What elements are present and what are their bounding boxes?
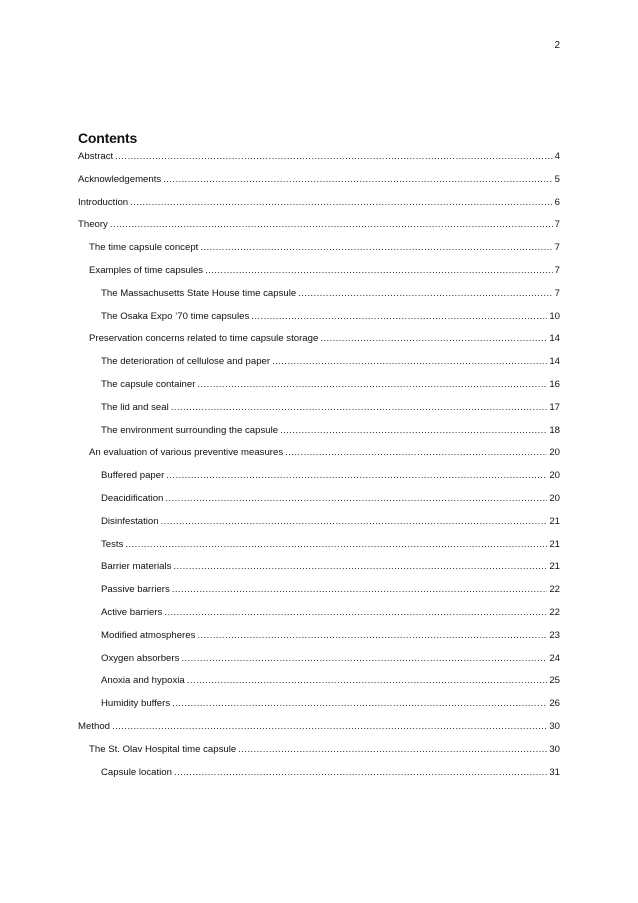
toc-entry-label: Acknowledgements — [78, 173, 162, 185]
toc-dot-leader — [164, 606, 547, 620]
toc-entry-page: 4 — [554, 151, 560, 162]
toc-entry-label: The lid and seal — [101, 401, 169, 413]
toc-dot-leader — [205, 264, 553, 278]
toc-entry-page: 24 — [549, 652, 560, 664]
toc-entry-page: 31 — [549, 766, 560, 778]
toc-dot-leader — [238, 743, 547, 757]
toc-entry[interactable] — [78, 469, 560, 492]
toc-entry[interactable] — [78, 264, 560, 287]
toc-entry-page: 7 — [554, 219, 560, 231]
toc-entry-label: The deterioration of cellulose and paper — [101, 356, 271, 368]
toc-entry[interactable] — [78, 401, 560, 424]
toc-entry-label: The environment surrounding the capsule — [101, 424, 279, 436]
toc-dot-leader — [163, 173, 552, 187]
toc-entry-page: 16 — [549, 378, 560, 390]
toc-entry-label: Tests — [101, 538, 124, 550]
toc-dot-leader — [251, 310, 547, 324]
toc-dot-leader — [280, 424, 547, 438]
toc-entry-page: 10 — [549, 310, 560, 322]
toc-entry[interactable] — [78, 720, 560, 743]
toc-entry[interactable] — [78, 287, 560, 310]
toc-list — [78, 150, 560, 788]
table-of-contents — [78, 130, 560, 788]
toc-dot-leader — [115, 150, 552, 164]
toc-entry[interactable] — [78, 196, 560, 219]
toc-entry[interactable] — [78, 332, 560, 355]
toc-entry[interactable] — [78, 560, 560, 583]
toc-entry-label: The capsule container — [101, 378, 196, 390]
toc-entry[interactable] — [78, 515, 560, 538]
toc-entry-label: Anoxia and hypoxia — [101, 675, 185, 687]
toc-entry-label: Method — [78, 720, 110, 732]
toc-entry-label: Abstract — [78, 151, 114, 162]
toc-entry-label: Modified atmospheres — [101, 629, 196, 641]
toc-entry-page: 14 — [549, 356, 560, 368]
toc-entry[interactable] — [78, 446, 560, 469]
toc-entry-label: Introduction — [78, 196, 129, 208]
toc-entry-label: The Massachusetts State House time capsule — [101, 287, 297, 299]
toc-dot-leader — [166, 469, 547, 483]
toc-entry-page: 20 — [549, 447, 560, 459]
toc-entry[interactable] — [78, 743, 560, 766]
toc-entry-page: 23 — [549, 629, 560, 641]
toc-entry-page: 21 — [549, 538, 560, 550]
toc-entry-page: 21 — [549, 515, 560, 527]
toc-dot-leader — [110, 218, 553, 232]
toc-entry[interactable] — [78, 538, 560, 561]
toc-entry[interactable] — [78, 629, 560, 652]
toc-entry-page: 6 — [554, 196, 560, 208]
toc-entry-label: An evaluation of various preventive measures — [89, 447, 284, 459]
toc-entry[interactable] — [78, 355, 560, 378]
toc-dot-leader — [161, 515, 548, 529]
toc-entry[interactable] — [78, 492, 560, 515]
toc-entry-label: Passive barriers — [101, 584, 170, 596]
toc-entry[interactable] — [78, 424, 560, 447]
toc-entry-label: Disinfestation — [101, 515, 159, 527]
toc-entry-label: The Osaka Expo ’70 time capsules — [101, 310, 250, 322]
toc-entry[interactable] — [78, 241, 560, 264]
toc-entry-label: Deacidification — [101, 492, 164, 504]
toc-entry[interactable] — [78, 310, 560, 333]
toc-dot-leader — [173, 560, 547, 574]
toc-dot-leader — [272, 355, 547, 369]
toc-entry-label: Barrier materials — [101, 561, 172, 573]
toc-entry-page: 7 — [554, 242, 560, 254]
toc-dot-leader — [181, 652, 547, 666]
toc-dot-leader — [165, 492, 547, 506]
toc-dot-leader — [125, 538, 547, 552]
toc-dot-leader — [298, 287, 552, 301]
toc-entry[interactable] — [78, 218, 560, 241]
toc-entry-page: 22 — [549, 584, 560, 596]
toc-entry[interactable] — [78, 150, 560, 173]
toc-dot-leader — [200, 241, 552, 255]
toc-entry-label: Buffered paper — [101, 470, 165, 482]
toc-dot-leader — [320, 332, 547, 346]
toc-title: Contents — [78, 130, 138, 146]
toc-entry[interactable] — [78, 173, 560, 196]
toc-dot-leader — [172, 583, 548, 597]
toc-entry-page: 20 — [549, 470, 560, 482]
toc-entry[interactable] — [78, 697, 560, 720]
toc-entry-label: The time capsule concept — [89, 242, 199, 254]
toc-entry[interactable] — [78, 606, 560, 629]
toc-dot-leader — [187, 674, 548, 688]
toc-entry[interactable] — [78, 766, 560, 789]
toc-entry[interactable] — [78, 652, 560, 675]
toc-entry-label: Capsule location — [101, 766, 172, 778]
toc-dot-leader — [171, 401, 548, 415]
toc-dot-leader — [112, 720, 547, 734]
toc-entry-page: 21 — [549, 561, 560, 573]
toc-entry-page: 20 — [549, 492, 560, 504]
toc-dot-leader — [172, 697, 547, 711]
toc-entry[interactable] — [78, 378, 560, 401]
toc-entry-label: Oxygen absorbers — [101, 652, 180, 664]
toc-entry-page: 7 — [554, 287, 560, 299]
toc-entry-page: 17 — [549, 401, 560, 413]
toc-entry-page: 30 — [549, 743, 560, 755]
toc-entry-page: 26 — [549, 698, 560, 710]
toc-entry-label: Preservation concerns related to time capsule storage — [89, 333, 319, 345]
toc-entry-label: Theory — [78, 219, 108, 231]
toc-entry-page: 30 — [549, 720, 560, 732]
toc-entry-page: 14 — [549, 333, 560, 345]
toc-dot-leader — [285, 446, 547, 460]
toc-entry[interactable] — [78, 674, 560, 697]
toc-entry-page: 22 — [549, 606, 560, 618]
toc-entry-label: Examples of time capsules — [89, 264, 204, 276]
toc-dot-leader — [197, 629, 547, 643]
toc-entry-page: 7 — [554, 264, 560, 276]
toc-dot-leader — [197, 378, 547, 392]
toc-entry-page: 5 — [554, 173, 560, 185]
toc-entry-label: Humidity buffers — [101, 698, 171, 710]
toc-entry[interactable] — [78, 583, 560, 606]
toc-entry-label: Active barriers — [101, 606, 163, 618]
toc-entry-page: 18 — [549, 424, 560, 436]
toc-entry-page: 25 — [549, 675, 560, 687]
page-number: 2 — [554, 40, 560, 51]
toc-entry-label: The St. Olav Hospital time capsule — [89, 743, 237, 755]
toc-dot-leader — [130, 196, 553, 210]
toc-dot-leader — [174, 766, 547, 780]
